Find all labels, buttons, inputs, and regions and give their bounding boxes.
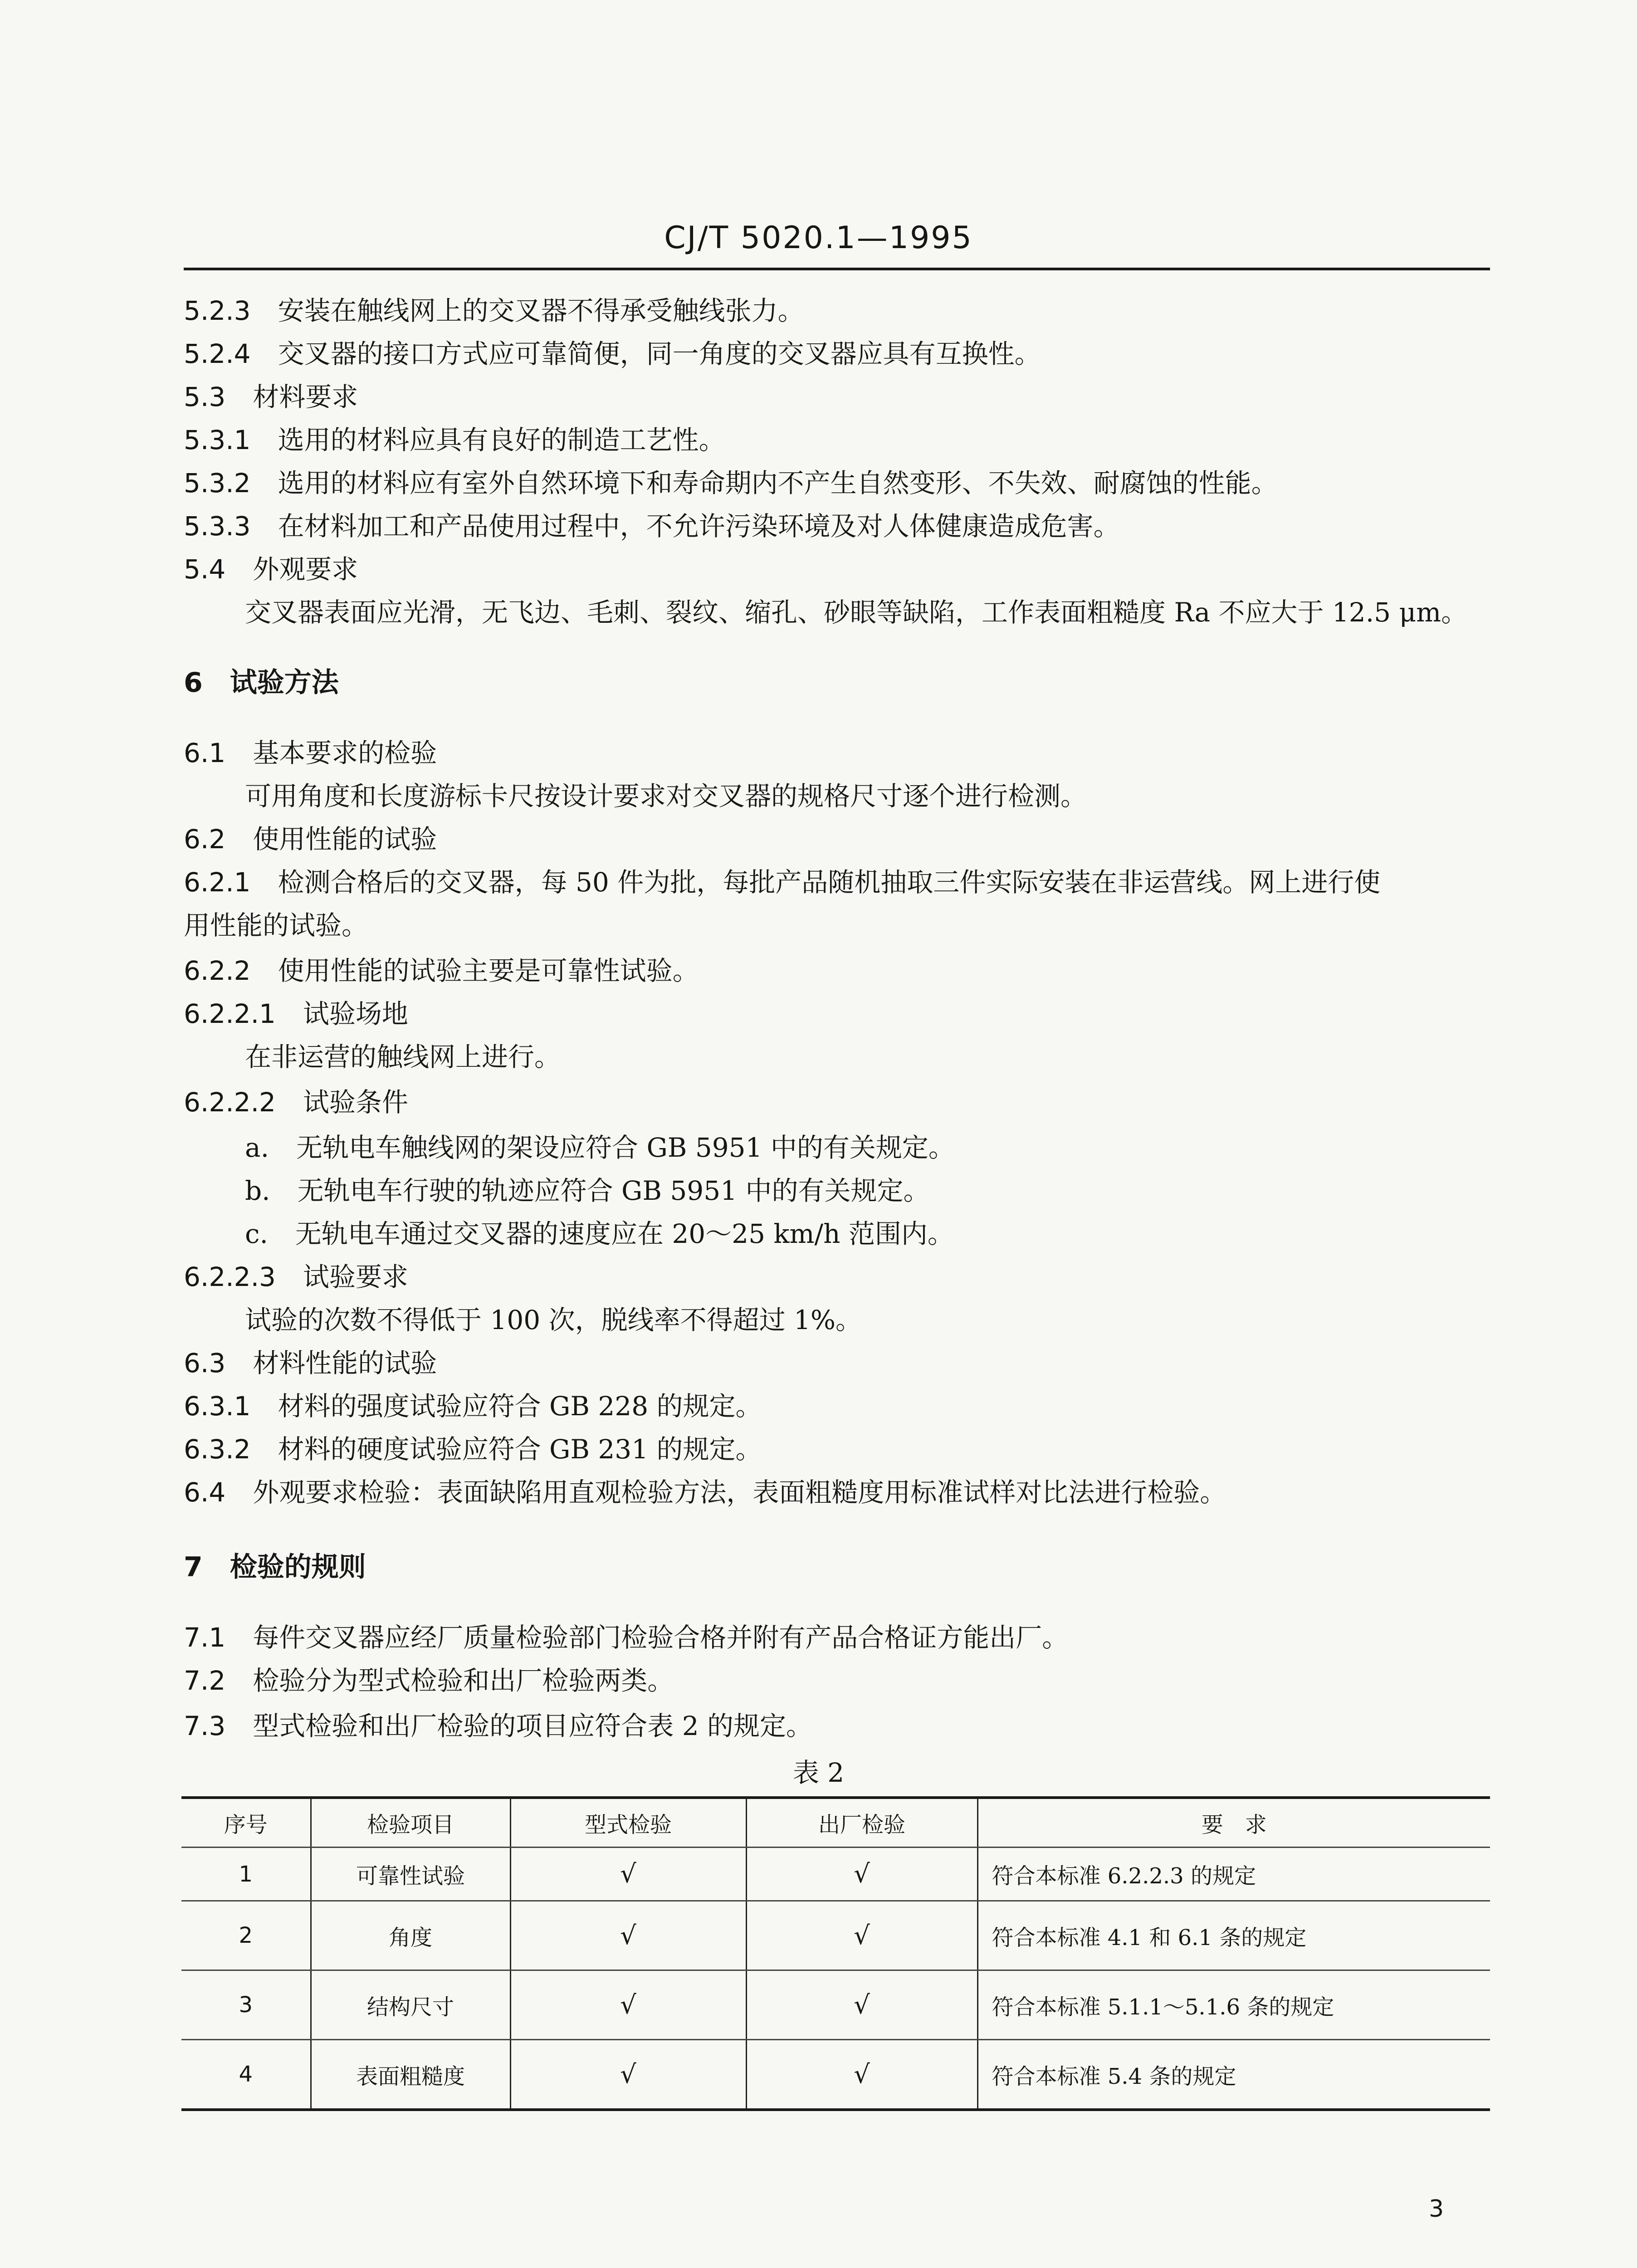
clause-6-3-2: 6.3.2 材料的硬度试验应符合 GB 231 的规定。 bbox=[184, 1434, 762, 1465]
clause-6-3-1: 6.3.1 材料的强度试验应符合 GB 228 的规定。 bbox=[184, 1391, 762, 1422]
section-6-heading: 6 试验方法 bbox=[184, 667, 339, 699]
clause-6-2-2-3: 6.2.2.3 试验要求 bbox=[184, 1261, 408, 1292]
clause-5-3-3: 5.3.3 在材料加工和产品使用过程中，不允许污染环境及对人体健康造成危害。 bbox=[184, 511, 1120, 542]
condition-c: c. 无轨电车通过交叉器的速度应在 20～25 km/h 范围内。 bbox=[245, 1218, 954, 1249]
clause-5-3-2: 5.3.2 选用的材料应有室外自然环境下和寿命期内不产生自然变形、不失效、耐腐蚀的性能。 bbox=[184, 468, 1278, 499]
type-test-check-icon: √ bbox=[510, 1970, 746, 2040]
factory-test-check-icon: √ bbox=[746, 2040, 977, 2110]
clause-6-2-1: 6.2.1 检测合格后的交叉器，每 50 件为批，每批产品随机抽取三件实际安装在非运营线。网上进行使 bbox=[184, 867, 1381, 898]
row-requirement: 符合本标准 4.1 和 6.1 条的规定 bbox=[977, 1901, 1490, 1970]
type-test-check-icon: √ bbox=[510, 2040, 746, 2110]
clause-5-4: 5.4 外观要求 bbox=[184, 554, 358, 585]
table-row bbox=[181, 1848, 1490, 1901]
table-header-row bbox=[181, 1798, 1490, 1848]
row-item: 表面粗糙度 bbox=[311, 2040, 510, 2110]
clause-6-2-2: 6.2.2 使用性能的试验主要是可靠性试验。 bbox=[184, 955, 699, 986]
row-no: 4 bbox=[181, 2040, 311, 2110]
row-no: 1 bbox=[181, 1848, 311, 1901]
clause-5-3: 5.3 材料要求 bbox=[184, 381, 358, 412]
condition-a: a. 无轨电车触线网的架设应符合 GB 5951 中的有关规定。 bbox=[245, 1132, 955, 1163]
clause-6-2-2-1: 6.2.2.1 试验场地 bbox=[184, 998, 408, 1029]
clause-6-2: 6.2 使用性能的试验 bbox=[184, 824, 437, 855]
clause-6-2-1-cont: 用性能的试验。 bbox=[184, 910, 368, 941]
clause-6-4: 6.4 外观要求检验：表面缺陷用直观检验方法，表面粗糙度用标准试样对比法进行检验。 bbox=[184, 1477, 1227, 1508]
section-7-heading: 7 检验的规则 bbox=[184, 1551, 366, 1583]
factory-test-check-icon: √ bbox=[746, 1848, 977, 1901]
table-caption: 表 2 bbox=[792, 1757, 845, 1788]
header-item: 检验项目 bbox=[311, 1798, 510, 1848]
clause-6-2-2-3-body: 试验的次数不得低于 100 次，脱线率不得超过 1%。 bbox=[245, 1305, 862, 1335]
table-row bbox=[181, 1901, 1490, 1970]
clause-7-2: 7.2 检验分为型式检验和出厂检验两类。 bbox=[184, 1665, 674, 1696]
row-item: 可靠性试验 bbox=[311, 1848, 510, 1901]
clause-6-2-2-1-body: 在非运营的触线网上进行。 bbox=[245, 1041, 561, 1072]
clause-7-3: 7.3 型式检验和出厂检验的项目应符合表 2 的规定。 bbox=[184, 1711, 813, 1741]
row-requirement: 符合本标准 5.1.1～5.1.6 条的规定 bbox=[977, 1970, 1490, 2040]
clause-7-1: 7.1 每件交叉器应经厂质量检验部门检验合格并附有产品合格证方能出厂。 bbox=[184, 1622, 1069, 1653]
factory-test-check-icon: √ bbox=[746, 1901, 977, 1970]
table-row bbox=[181, 2040, 1490, 2110]
clause-5-4-body: 交叉器表面应光滑，无飞边、毛刺、裂纹、缩孔、砂眼等缺陷，工作表面粗糙度 Ra 不应大于 12.5 μm。 bbox=[245, 597, 1468, 628]
header-requirement: 要 求 bbox=[977, 1798, 1490, 1848]
clause-6-1: 6.1 基本要求的检验 bbox=[184, 738, 437, 768]
clause-6-3: 6.3 材料性能的试验 bbox=[184, 1348, 437, 1378]
standard-code: CJ/T 5020.1—1995 bbox=[664, 220, 973, 256]
header-no: 序号 bbox=[181, 1798, 311, 1848]
row-item: 结构尺寸 bbox=[311, 1970, 510, 2040]
table-row bbox=[181, 1970, 1490, 2040]
clause-5-2-3: 5.2.3 安装在触线网上的交叉器不得承受触线张力。 bbox=[184, 295, 804, 326]
clause-6-1-body: 可用角度和长度游标卡尺按设计要求对交叉器的规格尺寸逐个进行检测。 bbox=[245, 781, 1087, 811]
header-rule bbox=[184, 268, 1490, 270]
row-requirement: 符合本标准 6.2.2.3 的规定 bbox=[977, 1848, 1490, 1901]
row-item: 角度 bbox=[311, 1901, 510, 1970]
header-type-test: 型式检验 bbox=[510, 1798, 746, 1848]
row-no: 2 bbox=[181, 1901, 311, 1970]
page-number: 3 bbox=[1429, 2195, 1444, 2223]
type-test-check-icon: √ bbox=[510, 1901, 746, 1970]
factory-test-check-icon: √ bbox=[746, 1970, 977, 2040]
row-requirement: 符合本标准 5.4 条的规定 bbox=[977, 2040, 1490, 2110]
clause-6-2-2-2: 6.2.2.2 试验条件 bbox=[184, 1087, 408, 1118]
inspection-table bbox=[181, 1796, 1490, 2111]
type-test-check-icon: √ bbox=[510, 1848, 746, 1901]
clause-5-2-4: 5.2.4 交叉器的接口方式应可靠简便，同一角度的交叉器应具有互换性。 bbox=[184, 338, 1041, 369]
header-factory-test: 出厂检验 bbox=[746, 1798, 977, 1848]
condition-b: b. 无轨电车行驶的轨迹应符合 GB 5951 中的有关规定。 bbox=[245, 1175, 930, 1206]
row-no: 3 bbox=[181, 1970, 311, 2040]
clause-5-3-1: 5.3.1 选用的材料应具有良好的制造工艺性。 bbox=[184, 425, 725, 455]
